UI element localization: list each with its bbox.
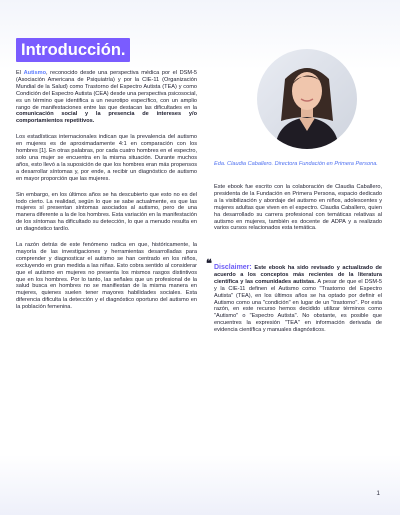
autism-highlight: Autismo xyxy=(23,70,46,76)
disclaimer-paragraph xyxy=(214,265,382,334)
portrait-photo xyxy=(257,49,357,149)
disclaimer-bold-text: Este ebook ha sido revisado y actualizado de acuerdo a los conceptos más recientes de la literatura científica y las comunidades autistas. xyxy=(214,265,382,285)
collaboration-paragraph: Este ebook fue escrito con la colaboración de Claudia Caballero, presidenta de la Fundación en Primera Persona, espacio dedicado a la visibilización y abordaje del autismo en niños, adolescentes y mujeres adultas que viven en el espectro. Claudia Caballero, quien ha desarrollado su carrera profesional con temáticas relativas al autismo en mujeres, también es docente de ADPA y a realizado varios cursos relacionados esta temática. xyxy=(214,184,382,232)
reason-paragraph: La razón detrás de este fenómeno radica en que, históricamente, la mayoría de las investigaciones y herramientas desarrolladas para comprender y diagnosticar el autismo se han centrado en los niños, excluyendo en gran medida a las niñas. Esto cobra sentido al considerar que el autismo en mujeres no presenta los mismos rasgos distintivos que en los hombres. Por lo tanto, las señales que un profesional de la salud busca en hombres no se manifiestan de la misma manera en mujeres, quienes suelen tener mayores habilidades sociales. Esta diferencia dificulta la detección y el diagnóstico oportuno del autismo en la población femenina. xyxy=(16,242,197,311)
intro-paragraph xyxy=(16,70,197,125)
intro-bold-text: comunicación social y la presencia de intereses y/o comportamientos repetitivos. xyxy=(16,111,197,125)
footer-background xyxy=(0,455,400,515)
intro-prefix: El xyxy=(16,70,24,76)
quote-icon: ❝ xyxy=(206,258,212,270)
discovery-paragraph: Sin embargo, en los últimos años se ha descubierto que esto no es del todo cierto. La realidad, según lo que se sabe actualmente, es que las mujeres sí presentan síntomas asociados al autismo, pero de una manera diferente a la de los hombres. Esta variación en la manifestación de los síntomas ha dificultado su detección, lo que a menudo resulta en un diagnóstico tardío. xyxy=(16,191,197,233)
left-column xyxy=(16,70,197,320)
disclaimer-label: Disclaimer: xyxy=(214,264,252,271)
portrait-photo-graphic xyxy=(257,49,357,149)
page-title: Introducción. xyxy=(16,38,130,62)
intro-text: , reconocido desde una perspectiva médica por el DSM-5 (Asociación Americana de Psiquiatría) y por la CIE-11 (Organización Mundial de la Salud) como Trastorno del Espectro Autista (TEA) y como Condición del Espectro Autista (CEA) desde una perspectiva psicosocial, es un término que identifica a un neurotipo específico, con un amplio rango de manifestaciones entre las que destacan las dificultades en la xyxy=(16,70,198,111)
right-column xyxy=(214,184,382,241)
statistics-paragraph: Los estadísticas internacionales indican que la prevalencia del autismo en mujeres es de aproximadamente 4:1 en comparación con los hombres [1]. En otras palabras, por cada cuatro hombres en el espectro, solo una mujer se encuentra en la misma situación. Durante muchos años, esto llevó a la suposición de que los hombres eran más propensos a desarrollar síntomas y, por ende, a recibir un diagnóstico de autismo en mayor proporción que las mujeres. xyxy=(16,134,197,182)
disclaimer-text: A pesar de que el DSM-5 y la CIE-11 definen el Autismo como "Trastorno del Espectro Autista" (TEA), en los últimos años se ha optado por definir el Autismo como una "condición" en lugar de un "trastorno". Por esta razón, en este recurso hemos decidido utilizar términos como "Autismo" o "Espectro Autista". No obstante, es posible que encuentres la expresión "TEA" en información derivada de evidencia científica y manuales diagnósticos. xyxy=(214,278,382,334)
page-number: 1 xyxy=(376,490,380,497)
photo-caption: Eda. Claudia Caballero. Directora Fundación en Primera Persona. xyxy=(214,161,378,167)
disclaimer-box xyxy=(214,265,382,343)
